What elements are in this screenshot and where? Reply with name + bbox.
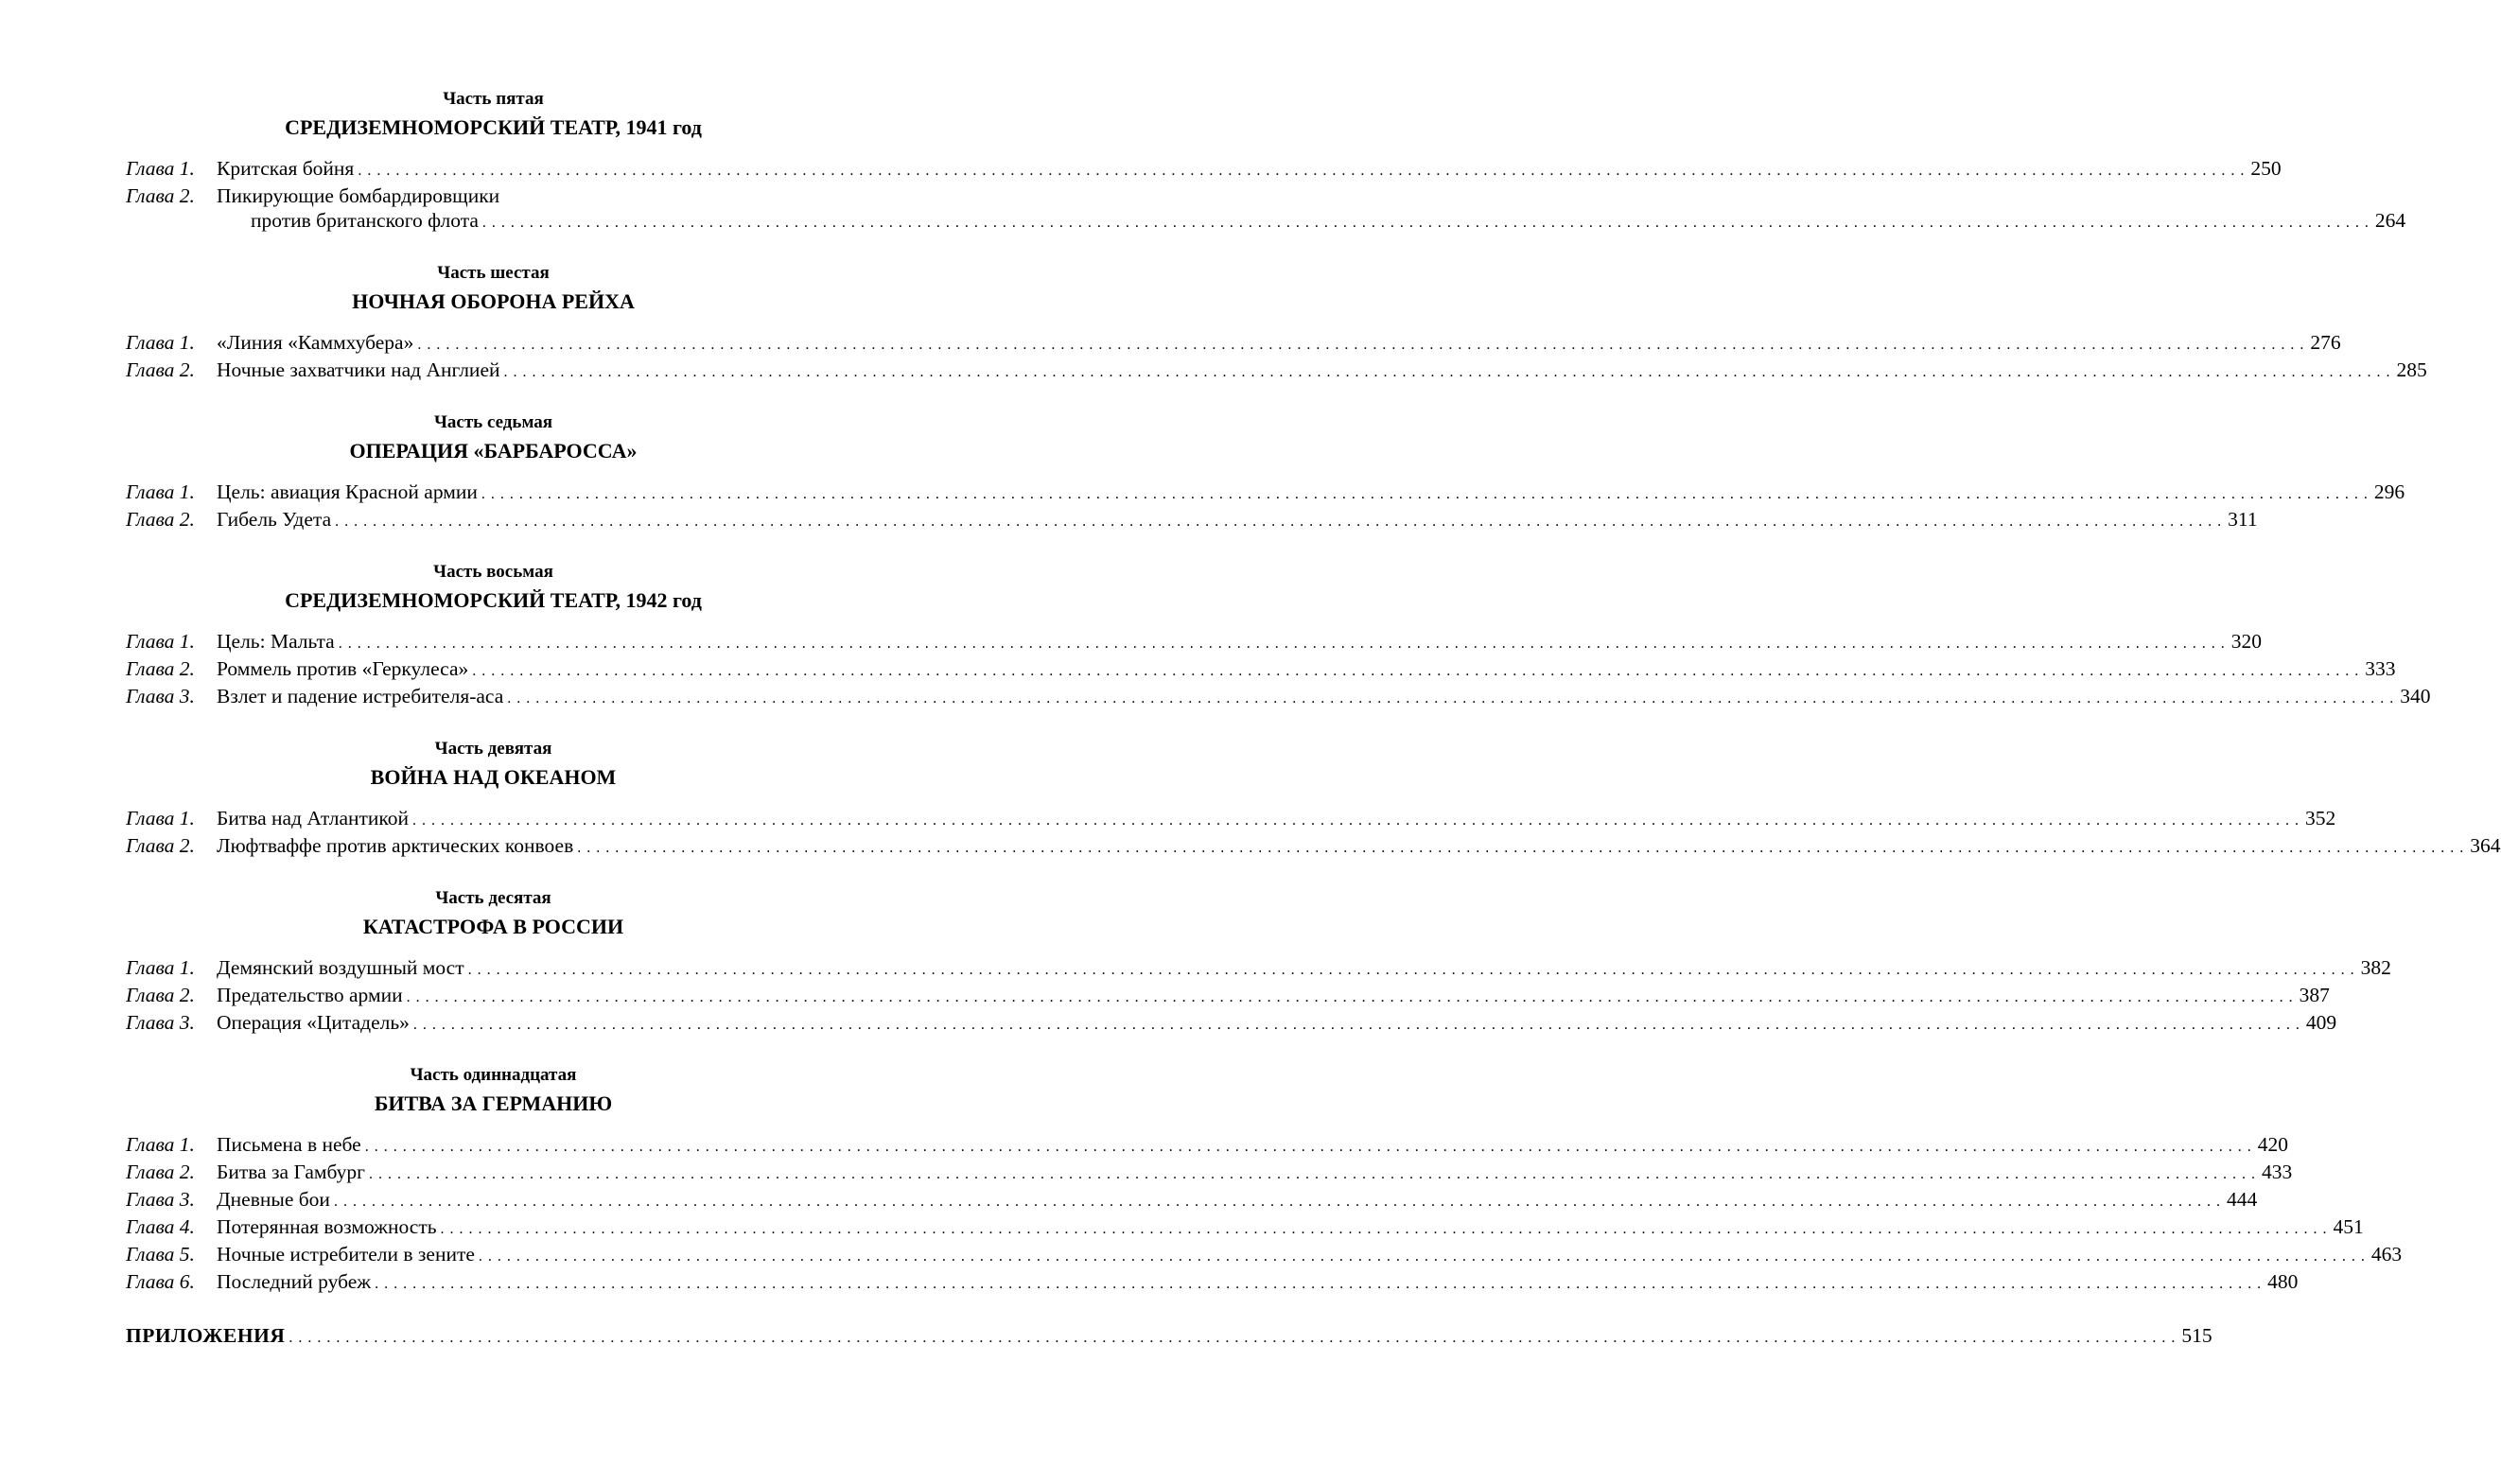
entry-title: Потерянная возможность: [217, 1215, 437, 1238]
dot-leader: . . . . . . . . . . . . . . . . . . . . . . . . . . . . . . . . . . . . . . . . . . . . . . . . . . . . . . . . . . . . . . . . . . . . . . . . . . . . . . . . . . . . . . . . . . . . . . . . . . . . . . . . . . . . . . . . . . . . . . . . . . . . . . . . . . . . . . . . . . . . . . . . . . . . . . . . . . . . . . . . . . . . . . . . . . . . . . . . . . . . . . . . . . . . . . . . . . . . . . . .: [406, 989, 2294, 1005]
part-title: КАТАСТРОФА В РОССИИ: [362, 915, 624, 938]
page-number: 364: [2470, 834, 2501, 857]
page-number: 382: [2360, 956, 2391, 979]
page-number: 340: [2400, 685, 2431, 707]
toc-entry[interactable]: [126, 156, 2282, 183]
page-number: 463: [2370, 1243, 2403, 1266]
chapter-number: Глава 3.: [126, 1188, 195, 1211]
part-title: ВОЙНА НАД ОКЕАНОМ: [370, 765, 617, 789]
page-number: 352: [2305, 807, 2336, 829]
entry-title: Ночные истребители в зените: [217, 1243, 475, 1266]
dot-leader: . . . . . . . . . . . . . . . . . . . . . . . . . . . . . . . . . . . . . . . . . . . . . . . . . . . . . . . . . . . . . . . . . . . . . . . . . . . . . . . . . . . . . . . . . . . . . . . . . . . . . . . . . . . . . . . . . . . . . . . . . . . . . . . . . . . . . . . . . . . . . . . . . . . . . . . . . . . . . . . . . . . . . . . . . . . . . . . . . . . . . . . . . . . . . . . . . . . . . . . .: [481, 215, 2370, 231]
dot-leader: . . . . . . . . . . . . . . . . . . . . . . . . . . . . . . . . . . . . . . . . . . . . . . . . . . . . . . . . . . . . . . . . . . . . . . . . . . . . . . . . . . . . . . . . . . . . . . . . . . . . . . . . . . . . . . . . . . . . . . . . . . . . . . . . . . . . . . . . . . . . . . . . . . . . . . . . . . . . . . . . . . . . . . . . . . . . . . . . . . . . . . . . . . . . . . . . . . . . . . . .: [368, 1166, 2256, 1182]
entry-title: «Линия «Каммхубера»: [217, 331, 414, 354]
part-title: СРЕДИЗЕМНОМОРСКИЙ ТЕАТР, 1942 год: [285, 588, 702, 612]
dot-leader: . . . . . . . . . . . . . . . . . . . . . . . . . . . . . . . . . . . . . . . . . . . . . . . . . . . . . . . . . . . . . . . . . . . . . . . . . . . . . . . . . . . . . . . . . . . . . . . . . . . . . . . . . . . . . . . . . . . . . . . . . . . . . . . . . . . . . . . . . . . . . . . . . . . . . . . . . . . . . . . . . . . . . . . . . . . . . . . . . . . . . . . . . . . . . . . . . . . . . . . .: [375, 1276, 2263, 1292]
dot-leader: . . . . . . . . . . . . . . . . . . . . . . . . . . . . . . . . . . . . . . . . . . . . . . . . . . . . . . . . . . . . . . . . . . . . . . . . . . . . . . . . . . . . . . . . . . . . . . . . . . . . . . . . . . . . . . . . . . . . . . . . . . . . . . . . . . . . . . . . . . . . . . . . . . . . . . . . . . . . . . . . . . . . . . . . . . . . . . . . . . . . . . . . . . . . . . . . . . . . . . . .: [289, 1330, 2177, 1346]
dot-leader: . . . . . . . . . . . . . . . . . . . . . . . . . . . . . . . . . . . . . . . . . . . . . . . . . . . . . . . . . . . . . . . . . . . . . . . . . . . . . . . . . . . . . . . . . . . . . . . . . . . . . . . . . . . . . . . . . . . . . . . . . . . . . . . . . . . . . . . . . . . . . . . . . . . . . . . . . . . . . . . . . . . . . . . . . . . . . . . . . . . . . . . . . . . . . . . . . . . . . . . .: [503, 364, 2391, 380]
page-number: 387: [2299, 984, 2330, 1006]
toc-entry[interactable]: [126, 806, 2336, 833]
chapter-number: Глава 3.: [126, 685, 195, 707]
page-number: 333: [2365, 657, 2396, 680]
entry-title: Последний рубеж: [217, 1270, 372, 1293]
page-number: 444: [2226, 1188, 2258, 1211]
chapter-number: Глава 2.: [126, 358, 195, 381]
chapter-number: Глава 2.: [126, 184, 195, 207]
appendix-entry[interactable]: [126, 1323, 2212, 1351]
page-number: 515: [2181, 1324, 2212, 1347]
entry-title: Демянский воздушный мост: [217, 956, 464, 979]
entry-title: Операция «Цитадель»: [217, 1011, 410, 1034]
toc-entry[interactable]: [126, 1132, 2288, 1160]
page-number: 320: [2230, 630, 2262, 653]
part-title: БИТВА ЗА ГЕРМАНИЮ: [374, 1091, 613, 1115]
part-label: Часть восьмая: [433, 562, 553, 582]
part-section: [126, 887, 2391, 1038]
chapter-number: Глава 6.: [126, 1270, 195, 1293]
page-number: 296: [2373, 480, 2405, 503]
dot-leader: . . . . . . . . . . . . . . . . . . . . . . . . . . . . . . . . . . . . . . . . . . . . . . . . . . . . . . . . . . . . . . . . . . . . . . . . . . . . . . . . . . . . . . . . . . . . . . . . . . . . . . . . . . . . . . . . . . . . . . . . . . . . . . . . . . . . . . . . . . . . . . . . . . . . . . . . . . . . . . . . . . . . . . . . . . . . . . . . . . . . . . . . . . . . . . . . . . . . . . . .: [440, 1221, 2328, 1237]
chapter-number: Глава 1.: [126, 807, 195, 829]
page-number: 311: [2228, 508, 2258, 531]
entry-title: Критская бойня: [217, 157, 355, 180]
dot-leader: . . . . . . . . . . . . . . . . . . . . . . . . . . . . . . . . . . . . . . . . . . . . . . . . . . . . . . . . . . . . . . . . . . . . . . . . . . . . . . . . . . . . . . . . . . . . . . . . . . . . . . . . . . . . . . . . . . . . . . . . . . . . . . . . . . . . . . . . . . . . . . . . . . . . . . . . . . . . . . . . . . . . . . . . . . . . . . . . . . . . . . . . . . . . . . . . . . . . . . . .: [364, 1139, 2252, 1155]
entry-title: Взлет и падение истребителя-аса: [217, 685, 504, 707]
toc-entry[interactable]: [126, 1214, 2364, 1242]
dot-leader: . . . . . . . . . . . . . . . . . . . . . . . . . . . . . . . . . . . . . . . . . . . . . . . . . . . . . . . . . . . . . . . . . . . . . . . . . . . . . . . . . . . . . . . . . . . . . . . . . . . . . . . . . . . . . . . . . . . . . . . . . . . . . . . . . . . . . . . . . . . . . . . . . . . . . . . . . . . . . . . . . . . . . . . . . . . . . . . . . . . . . . . . . . . . . . . . . . . . . . . .: [335, 514, 2223, 530]
toc-entry[interactable]: [126, 983, 2330, 1010]
part-section: [126, 262, 2427, 385]
entry-title: Битва за Гамбург: [217, 1161, 365, 1183]
toc-entry[interactable]: [126, 480, 2405, 507]
toc-entry[interactable]: [126, 833, 2501, 861]
part-section: [126, 738, 2501, 861]
chapter-number: Глава 2.: [126, 984, 195, 1006]
entry-title: Ночные захватчики над Англией: [217, 358, 500, 381]
page-number: 264: [2374, 209, 2406, 232]
chapter-number: Глава 1.: [126, 480, 195, 503]
toc-entry[interactable]: [126, 629, 2262, 656]
entry-title: Дневные бои: [217, 1188, 330, 1211]
page-number: 480: [2267, 1270, 2299, 1293]
dot-leader: . . . . . . . . . . . . . . . . . . . . . . . . . . . . . . . . . . . . . . . . . . . . . . . . . . . . . . . . . . . . . . . . . . . . . . . . . . . . . . . . . . . . . . . . . . . . . . . . . . . . . . . . . . . . . . . . . . . . . . . . . . . . . . . . . . . . . . . . . . . . . . . . . . . . . . . . . . . . . . . . . . . . . . . . . . . . . . . . . . . . . . . . . . . . . . . . . . . . . . . .: [338, 636, 2226, 652]
entry-title: Битва над Атлантикой: [217, 807, 410, 829]
toc-entry[interactable]: [126, 1187, 2258, 1214]
toc-entry[interactable]: [126, 507, 2258, 534]
entry-title: Письмена в небе: [217, 1133, 361, 1156]
toc-entry[interactable]: [126, 1269, 2299, 1297]
table-of-contents: [126, 88, 2501, 1351]
part-label: Часть десятая: [435, 888, 551, 908]
chapter-number: Глава 4.: [126, 1215, 195, 1238]
toc-entry[interactable]: [126, 1242, 2403, 1269]
dot-leader: . . . . . . . . . . . . . . . . . . . . . . . . . . . . . . . . . . . . . . . . . . . . . . . . . . . . . . . . . . . . . . . . . . . . . . . . . . . . . . . . . . . . . . . . . . . . . . . . . . . . . . . . . . . . . . . . . . . . . . . . . . . . . . . . . . . . . . . . . . . . . . . . . . . . . . . . . . . . . . . . . . . . . . . . . . . . . . . . . . . . . . . . . . . . . . . . . . . . . . . .: [467, 962, 2355, 978]
page-number: 433: [2261, 1161, 2293, 1183]
toc-entry[interactable]: [126, 1160, 2293, 1187]
dot-leader: . . . . . . . . . . . . . . . . . . . . . . . . . . . . . . . . . . . . . . . . . . . . . . . . . . . . . . . . . . . . . . . . . . . . . . . . . . . . . . . . . . . . . . . . . . . . . . . . . . . . . . . . . . . . . . . . . . . . . . . . . . . . . . . . . . . . . . . . . . . . . . . . . . . . . . . . . . . . . . . . . . . . . . . . . . . . . . . . . . . . . . . . . . . . . . . . . . . . . . . .: [412, 812, 2300, 829]
part-label: Часть пятая: [443, 89, 544, 109]
dot-leader: . . . . . . . . . . . . . . . . . . . . . . . . . . . . . . . . . . . . . . . . . . . . . . . . . . . . . . . . . . . . . . . . . . . . . . . . . . . . . . . . . . . . . . . . . . . . . . . . . . . . . . . . . . . . . . . . . . . . . . . . . . . . . . . . . . . . . . . . . . . . . . . . . . . . . . . . . . . . . . . . . . . . . . . . . . . . . . . . . . . . . . . . . . . . . . . . . . . . . . . .: [333, 1194, 2221, 1210]
toc-entry[interactable]: [126, 208, 2406, 236]
part-title: НОЧНАЯ ОБОРОНА РЕЙХА: [352, 289, 635, 313]
part-section: [126, 88, 2406, 236]
part-label: Часть шестая: [437, 263, 550, 283]
part-label: Часть девятая: [434, 739, 552, 759]
toc-entry[interactable]: [126, 1010, 2337, 1038]
chapter-number: Глава 1.: [126, 1133, 195, 1156]
dot-leader: . . . . . . . . . . . . . . . . . . . . . . . . . . . . . . . . . . . . . . . . . . . . . . . . . . . . . . . . . . . . . . . . . . . . . . . . . . . . . . . . . . . . . . . . . . . . . . . . . . . . . . . . . . . . . . . . . . . . . . . . . . . . . . . . . . . . . . . . . . . . . . . . . . . . . . . . . . . . . . . . . . . . . . . . . . . . . . . . . . . . . . . . . . . . . . . . . . . . . . . .: [507, 690, 2395, 707]
entry-title: Пикирующие бомбардировщики: [217, 184, 500, 207]
chapter-number: Глава 2.: [126, 834, 195, 857]
page-number: 451: [2333, 1215, 2364, 1238]
chapter-number: Глава 2.: [126, 657, 195, 680]
page-number: 250: [2250, 157, 2282, 180]
chapter-number: Глава 1.: [126, 157, 195, 180]
page-number: 409: [2305, 1011, 2337, 1034]
page-number: 420: [2257, 1133, 2288, 1156]
dot-leader: . . . . . . . . . . . . . . . . . . . . . . . . . . . . . . . . . . . . . . . . . . . . . . . . . . . . . . . . . . . . . . . . . . . . . . . . . . . . . . . . . . . . . . . . . . . . . . . . . . . . . . . . . . . . . . . . . . . . . . . . . . . . . . . . . . . . . . . . . . . . . . . . . . . . . . . . . . . . . . . . . . . . . . . . . . . . . . . . . . . . . . . . . . . . . . . . . . . . . . . .: [481, 486, 2369, 502]
part-label: Часть седьмая: [433, 412, 553, 432]
page-number: 285: [2396, 358, 2427, 381]
toc-entry[interactable]: [126, 656, 2396, 684]
toc-entry[interactable]: [126, 684, 2431, 711]
dot-leader: . . . . . . . . . . . . . . . . . . . . . . . . . . . . . . . . . . . . . . . . . . . . . . . . . . . . . . . . . . . . . . . . . . . . . . . . . . . . . . . . . . . . . . . . . . . . . . . . . . . . . . . . . . . . . . . . . . . . . . . . . . . . . . . . . . . . . . . . . . . . . . . . . . . . . . . . . . . . . . . . . . . . . . . . . . . . . . . . . . . . . . . . . . . . . . . . . . . . . . . .: [478, 1248, 2366, 1265]
chapter-number: Глава 1.: [126, 956, 195, 979]
chapter-number: Глава 5.: [126, 1243, 195, 1266]
dot-leader: . . . . . . . . . . . . . . . . . . . . . . . . . . . . . . . . . . . . . . . . . . . . . . . . . . . . . . . . . . . . . . . . . . . . . . . . . . . . . . . . . . . . . . . . . . . . . . . . . . . . . . . . . . . . . . . . . . . . . . . . . . . . . . . . . . . . . . . . . . . . . . . . . . . . . . . . . . . . . . . . . . . . . . . . . . . . . . . . . . . . . . . . . . . . . . . . . . . . . . . .: [577, 840, 2465, 856]
chapter-number: Глава 1.: [126, 630, 195, 653]
part-title: СРЕДИЗЕМНОМОРСКИЙ ТЕАТР, 1941 год: [285, 115, 702, 139]
entry-title: Роммель против «Геркулеса»: [217, 657, 469, 680]
entry-title: Цель: Мальта: [217, 630, 335, 653]
toc-entry[interactable]: [126, 955, 2391, 983]
dot-leader: . . . . . . . . . . . . . . . . . . . . . . . . . . . . . . . . . . . . . . . . . . . . . . . . . . . . . . . . . . . . . . . . . . . . . . . . . . . . . . . . . . . . . . . . . . . . . . . . . . . . . . . . . . . . . . . . . . . . . . . . . . . . . . . . . . . . . . . . . . . . . . . . . . . . . . . . . . . . . . . . . . . . . . . . . . . . . . . . . . . . . . . . . . . . . . . . . . . . . . . .: [358, 163, 2246, 179]
part-label: Часть одиннадцатая: [410, 1065, 577, 1085]
chapter-number: Глава 3.: [126, 1011, 195, 1034]
chapter-number: Глава 1.: [126, 331, 195, 354]
entry-title: Люфтваффе против арктических конвоев: [217, 834, 574, 857]
toc-entry[interactable]: [126, 330, 2341, 358]
dot-leader: . . . . . . . . . . . . . . . . . . . . . . . . . . . . . . . . . . . . . . . . . . . . . . . . . . . . . . . . . . . . . . . . . . . . . . . . . . . . . . . . . . . . . . . . . . . . . . . . . . . . . . . . . . . . . . . . . . . . . . . . . . . . . . . . . . . . . . . . . . . . . . . . . . . . . . . . . . . . . . . . . . . . . . . . . . . . . . . . . . . . . . . . . . . . . . . . . . . . . . . .: [412, 1017, 2300, 1033]
part-section: [126, 1064, 2403, 1297]
toc-entry[interactable]: [126, 183, 861, 208]
chapter-number: Глава 2.: [126, 1161, 195, 1183]
entry-title: Гибель Удета: [217, 508, 332, 531]
entry-title: Предательство армии: [217, 984, 403, 1006]
page-number: 276: [2310, 331, 2341, 354]
part-title: ОПЕРАЦИЯ «БАРБАРОССА»: [349, 439, 638, 463]
dot-leader: . . . . . . . . . . . . . . . . . . . . . . . . . . . . . . . . . . . . . . . . . . . . . . . . . . . . . . . . . . . . . . . . . . . . . . . . . . . . . . . . . . . . . . . . . . . . . . . . . . . . . . . . . . . . . . . . . . . . . . . . . . . . . . . . . . . . . . . . . . . . . . . . . . . . . . . . . . . . . . . . . . . . . . . . . . . . . . . . . . . . . . . . . . . . . . . . . . . . . . . .: [417, 337, 2305, 353]
entry-title: Цель: авиация Красной армии: [217, 480, 478, 503]
part-section: [126, 561, 2431, 711]
dot-leader: . . . . . . . . . . . . . . . . . . . . . . . . . . . . . . . . . . . . . . . . . . . . . . . . . . . . . . . . . . . . . . . . . . . . . . . . . . . . . . . . . . . . . . . . . . . . . . . . . . . . . . . . . . . . . . . . . . . . . . . . . . . . . . . . . . . . . . . . . . . . . . . . . . . . . . . . . . . . . . . . . . . . . . . . . . . . . . . . . . . . . . . . . . . . . . . . . . . . . . . .: [472, 663, 2360, 679]
part-section: [126, 411, 2405, 534]
toc-entry[interactable]: [126, 358, 2427, 385]
appendix-title: ПРИЛОЖЕНИЯ: [126, 1324, 286, 1347]
chapter-number: Глава 2.: [126, 508, 195, 531]
entry-title: против британского флота: [251, 209, 479, 232]
